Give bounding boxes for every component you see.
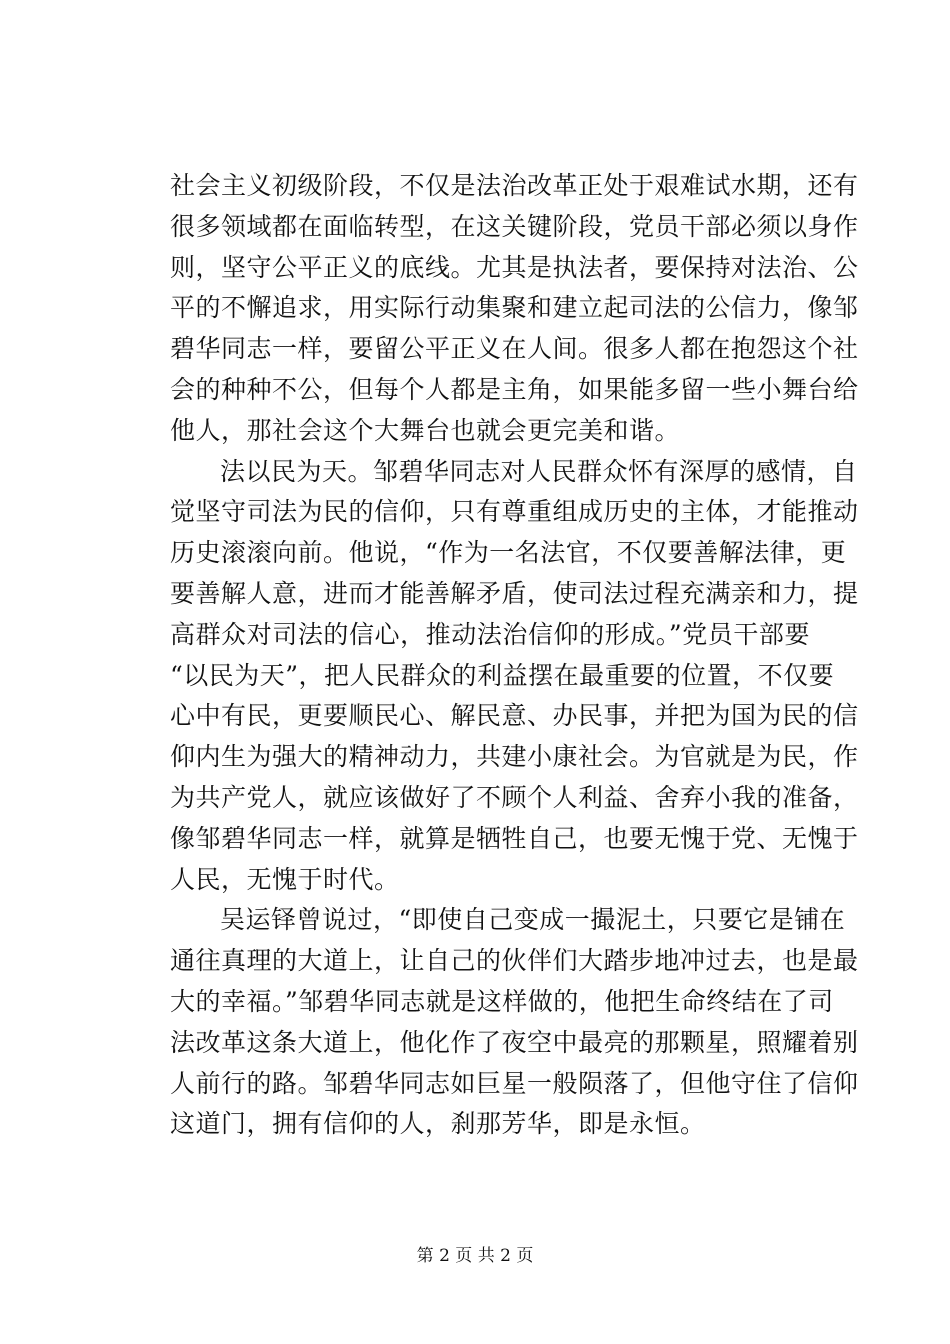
text-line: 碧华同志一样，要留公平正义在人间。很多人都在抱怨这个社 bbox=[170, 334, 859, 364]
text-line: 仰内生为强大的精神动力，共建小康社会。为官就是为民，作 bbox=[170, 742, 859, 772]
text-line: 社会主义初级阶段，不仅是法治改革正处于艰难试水期，还有 bbox=[170, 171, 859, 200]
text-line: 他人，那社会这个大舞台也就会更完美和谐。 bbox=[170, 415, 681, 445]
text-line: 会的种种不公，但每个人都是主角，如果能多留一些小舞台给 bbox=[170, 374, 859, 404]
text-line: 人民，无愧于时代。 bbox=[170, 864, 400, 894]
text-line: 法改革这条大道上，他化作了夜空中最亮的那颗星，照耀着别 bbox=[170, 1027, 859, 1057]
text-line: 心中有民，更要顺民心、解民意、办民事，并把为国为民的信 bbox=[170, 701, 859, 731]
text-line: 为共产党人，就应该做好了不顾个人利益、舍弃小我的准备， bbox=[170, 782, 859, 812]
text-line: 要善解人意，进而才能善解矛盾，使司法过程充满亲和力，提 bbox=[170, 578, 859, 608]
text-line: 这道门，拥有信仰的人，刹那芳华，即是永恒。 bbox=[170, 1109, 706, 1139]
text-line: 像邹碧华同志一样，就算是牺牲自己，也要无愧于党、无愧于 bbox=[170, 823, 859, 853]
text-line: 很多领域都在面临转型，在这关键阶段，党员干部必须以身作 bbox=[170, 211, 859, 241]
text-line: 通往真理的大道上，让自己的伙伴们大踏步地冲过去，也是最 bbox=[170, 946, 859, 976]
text-line: 大的幸福。”邹碧华同志就是这样做的，他把生命终结在了司 bbox=[170, 986, 834, 1016]
text-line: 则，坚守公平正义的底线。尤其是执法者，要保持对法治、公 bbox=[170, 252, 859, 282]
text-line: “以民为天”，把人民群众的利益摆在最重要的位置，不仅要 bbox=[170, 660, 835, 690]
text-line: 人前行的路。邹碧华同志如巨星一般陨落了，但他守住了信仰 bbox=[170, 1068, 859, 1098]
text-line: 历史滚滚向前。他说，“作为一名法官，不仅要善解法律，更 bbox=[170, 538, 847, 568]
page-footer: 第 2 页 共 2 页 bbox=[416, 1246, 534, 1266]
text-line: 高群众对司法的信心，推动法治信仰的形成。”党员干部要 bbox=[170, 619, 810, 649]
text-line: 法以民为天。邹碧华同志对人民群众怀有深厚的感情，自 bbox=[220, 456, 858, 486]
text-line: 吴运铎曾说过，“即使自己变成一撮泥土，只要它是铺在 bbox=[220, 905, 846, 935]
document-body bbox=[170, 166, 859, 1145]
text-line: 觉坚守司法为民的信仰，只有尊重组成历史的主体，才能推动 bbox=[170, 497, 859, 527]
text-line: 平的不懈追求，用实际行动集聚和建立起司法的公信力，像邹 bbox=[170, 293, 859, 323]
